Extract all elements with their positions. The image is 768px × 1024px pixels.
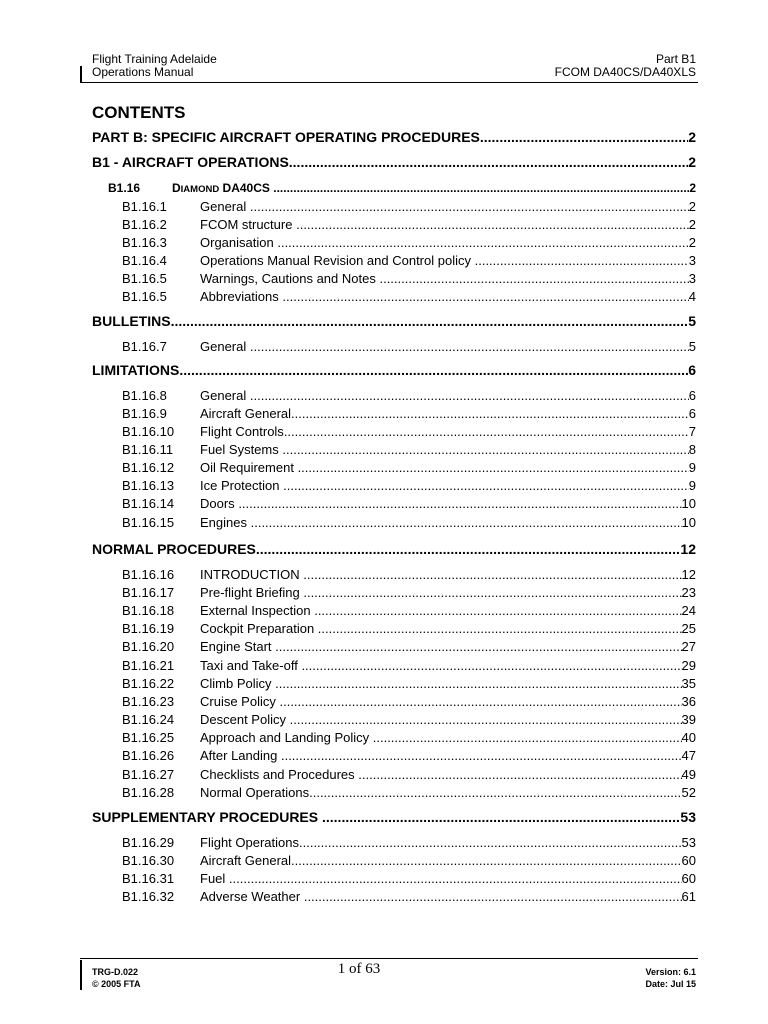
- toc-page: 9: [688, 460, 696, 475]
- header-manual: Operations Manual: [92, 65, 194, 79]
- toc-title: Checklists and Procedures: [200, 767, 355, 782]
- toc-title: Adverse Weather: [200, 889, 301, 904]
- toc-title: Climb Policy: [200, 676, 272, 691]
- toc-page: 4: [688, 289, 696, 304]
- toc-item[interactable]: [122, 675, 696, 693]
- page-title: CONTENTS: [92, 103, 186, 122]
- toc-title-model: DA40CS: [222, 181, 270, 195]
- toc-number: B1.16.31: [122, 871, 175, 886]
- toc-page: 12: [680, 541, 696, 557]
- toc-item[interactable]: [122, 784, 696, 802]
- toc-title: Engine Start: [200, 639, 272, 654]
- toc-page: 3: [688, 253, 696, 268]
- toc-number: B1.16.23: [122, 694, 175, 709]
- toc-page: 29: [681, 658, 696, 673]
- toc-number: B1.16.3: [122, 235, 167, 250]
- toc-title: Oil Requirement: [200, 460, 294, 475]
- header-part: Part B1: [655, 52, 696, 66]
- toc-page: 2: [688, 217, 696, 232]
- toc-page: 9: [688, 478, 696, 493]
- toc-page: 25: [681, 621, 696, 636]
- toc-page: 27: [681, 639, 696, 654]
- toc-number: B1.16.29: [122, 835, 175, 850]
- toc-title-rest: IAMOND: [180, 184, 220, 195]
- toc-title: General: [200, 388, 247, 403]
- toc-page: 6: [688, 406, 696, 421]
- toc-item[interactable]: [122, 888, 696, 906]
- toc-page: 2: [688, 235, 696, 250]
- footer-copyright: © 2005 FTA: [92, 979, 141, 989]
- footer-rule: [80, 958, 698, 959]
- toc-item[interactable]: [122, 766, 696, 784]
- toc-number: B1.16.25: [122, 730, 175, 745]
- toc-title: Doors: [200, 496, 235, 511]
- toc-title: After Landing: [200, 748, 278, 763]
- toc-item[interactable]: [122, 566, 696, 584]
- toc-title: Fuel: [200, 871, 226, 886]
- toc-number: B1.16.20: [122, 639, 175, 654]
- toc-title: Pre-flight Briefing: [200, 585, 300, 600]
- toc-title: Taxi and Take-off: [200, 658, 298, 673]
- toc-item[interactable]: [122, 423, 696, 441]
- toc-number: B1.16.10: [122, 424, 175, 439]
- toc-title: Organisation: [200, 235, 274, 250]
- toc-title: Normal Operations: [200, 785, 310, 800]
- toc-item[interactable]: [122, 602, 696, 620]
- toc-title: General: [200, 339, 247, 354]
- toc-title: Cockpit Preparation: [200, 621, 315, 636]
- toc-item[interactable]: [122, 441, 696, 459]
- footer-date: Date: Jul 15: [645, 979, 696, 989]
- toc-item[interactable]: [122, 459, 696, 477]
- toc-title: INTRODUCTION: [200, 567, 300, 582]
- toc-number: B1.16.16: [122, 567, 175, 582]
- toc-page: 39: [681, 712, 696, 727]
- toc-item[interactable]: [122, 288, 696, 306]
- toc-number: B1.16.5: [122, 271, 167, 286]
- toc-page: 8: [688, 442, 696, 457]
- toc-number: B1.16.21: [122, 658, 175, 673]
- toc-limitations[interactable]: [92, 361, 696, 379]
- toc-number: B1.16.15: [122, 515, 175, 530]
- toc-page: 23: [681, 585, 696, 600]
- toc-item[interactable]: [122, 338, 696, 356]
- toc-title: Flight Controls: [200, 424, 284, 439]
- footer-version: Version: 6.1: [645, 967, 696, 977]
- header-org: Flight Training Adelaide: [92, 52, 217, 66]
- toc-item[interactable]: [122, 216, 696, 234]
- toc-title: FCOM structure: [200, 217, 293, 232]
- toc-page: 36: [681, 694, 696, 709]
- toc-number: B1.16.30: [122, 853, 175, 868]
- toc-title: Engines: [200, 515, 247, 530]
- toc-number: B1.16.5: [122, 289, 167, 304]
- toc-page: 6: [688, 362, 696, 378]
- toc-item[interactable]: [122, 405, 696, 423]
- toc-page: 35: [681, 676, 696, 691]
- toc-part-b[interactable]: [92, 128, 696, 146]
- toc-title: Cruise Policy: [200, 694, 276, 709]
- toc-number: B1.16.17: [122, 585, 175, 600]
- toc-label: PART B: SPECIFIC AIRCRAFT OPERATING PROCEDURES: [92, 129, 480, 145]
- toc-item[interactable]: [122, 620, 696, 638]
- toc-b1-16[interactable]: [108, 180, 696, 196]
- toc-number: B1.16.32: [122, 889, 175, 904]
- toc-page: 60: [681, 871, 696, 886]
- toc-title: External Inspection: [200, 603, 311, 618]
- toc-page: 60: [681, 853, 696, 868]
- toc-page: 2: [688, 154, 696, 170]
- toc-title: Fuel Systems: [200, 442, 279, 457]
- toc-supplementary-procedures[interactable]: [92, 808, 696, 826]
- toc-label: B1 - AIRCRAFT OPERATIONS: [92, 154, 289, 170]
- toc-number: B1.16.18: [122, 603, 175, 618]
- toc-title: Aircraft General: [200, 406, 292, 421]
- toc-title: Abbreviations: [200, 289, 279, 304]
- toc-page: 2: [688, 199, 696, 214]
- toc-item[interactable]: [122, 657, 696, 675]
- toc-number: B1.16.24: [122, 712, 175, 727]
- toc-item[interactable]: [122, 198, 696, 216]
- toc-title: Approach and Landing Policy: [200, 730, 370, 745]
- toc-number: B1.16.1: [122, 199, 167, 214]
- toc-item[interactable]: [122, 387, 696, 405]
- toc-item[interactable]: [122, 514, 696, 532]
- toc-number: B1.16.12: [122, 460, 175, 475]
- toc-item[interactable]: [122, 747, 696, 765]
- header-margin-bar: [80, 66, 82, 82]
- toc-title: Warnings, Cautions and Notes: [200, 271, 376, 286]
- toc-number: B1.16.28: [122, 785, 175, 800]
- toc-bulletins[interactable]: [92, 312, 696, 330]
- toc-page: 12: [681, 567, 696, 582]
- toc-number: B1.16.27: [122, 767, 175, 782]
- toc-item[interactable]: [122, 477, 696, 495]
- toc-item[interactable]: [122, 638, 696, 656]
- toc-page: 24: [681, 603, 696, 618]
- toc-item[interactable]: [122, 852, 696, 870]
- toc-page: 61: [681, 889, 696, 904]
- toc-number: B1.16.19: [122, 621, 175, 636]
- toc-item[interactable]: [122, 834, 696, 852]
- toc-item[interactable]: [122, 270, 696, 288]
- toc-number: B1.16.13: [122, 478, 175, 493]
- toc-page: 7: [688, 424, 696, 439]
- toc-number: B1.16.4: [122, 253, 167, 268]
- toc-label: NORMAL PROCEDURES: [92, 541, 256, 557]
- toc-b1[interactable]: [92, 153, 696, 171]
- toc-number: B1.16.11: [122, 442, 174, 457]
- toc-normal-procedures[interactable]: [92, 540, 696, 558]
- toc-page: 40: [681, 730, 696, 745]
- toc-page: 53: [681, 835, 696, 850]
- toc-item[interactable]: [122, 693, 696, 711]
- toc-page: 6: [688, 388, 696, 403]
- toc-page: 10: [681, 515, 696, 530]
- toc-title-initial: D: [172, 181, 181, 195]
- toc-number: B1.16.8: [122, 388, 167, 403]
- toc-number: B1.16.7: [122, 339, 167, 354]
- toc-number: B1.16.2: [122, 217, 167, 232]
- toc-number: B1.16.26: [122, 748, 175, 763]
- footer-page-number: 1 of 63: [337, 961, 381, 977]
- header-fcom: FCOM DA40CS/DA40XLS: [554, 65, 696, 79]
- toc-page: 2: [689, 181, 696, 195]
- toc-number: B1.16.22: [122, 676, 175, 691]
- toc-page: 5: [688, 313, 696, 329]
- toc-title: General: [200, 199, 247, 214]
- toc-label: LIMITATIONS: [92, 362, 180, 378]
- toc-number: B1.16.14: [122, 496, 175, 511]
- toc-page: 2: [688, 129, 696, 145]
- toc-page: 52: [681, 785, 696, 800]
- toc-page: 47: [681, 748, 696, 763]
- toc-title: Flight Operations: [200, 835, 299, 850]
- toc-title: Operations Manual Revision and Control policy: [200, 253, 471, 268]
- toc-item[interactable]: [122, 495, 696, 513]
- toc-item[interactable]: [122, 234, 696, 252]
- toc-page: 5: [688, 339, 696, 354]
- header-rule: [80, 82, 698, 83]
- toc-item[interactable]: [122, 584, 696, 602]
- toc-number: B1.16: [108, 181, 141, 195]
- toc-page: 3: [688, 271, 696, 286]
- toc-title: Aircraft General: [200, 853, 292, 868]
- toc-item[interactable]: [122, 711, 696, 729]
- toc-item[interactable]: [122, 870, 696, 888]
- toc-label: BULLETINS: [92, 313, 171, 329]
- toc-title: Ice Protection: [200, 478, 280, 493]
- toc-page: 10: [681, 496, 696, 511]
- footer-doc-ref: TRG-D.022: [92, 967, 139, 977]
- toc-number: B1.16.9: [122, 406, 167, 421]
- toc-page: 49: [681, 767, 696, 782]
- toc-label: SUPPLEMENTARY PROCEDURES: [92, 809, 319, 825]
- toc-title: Descent Policy: [200, 712, 286, 727]
- toc-page: 53: [680, 809, 696, 825]
- toc-item[interactable]: [122, 729, 696, 747]
- toc-item[interactable]: [122, 252, 696, 270]
